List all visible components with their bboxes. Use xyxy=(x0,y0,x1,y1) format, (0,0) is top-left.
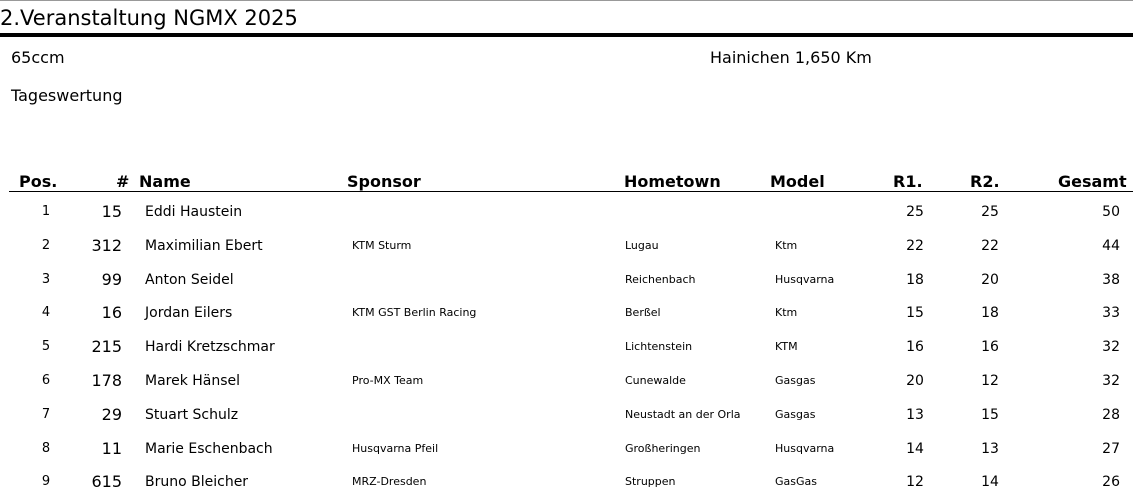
scoring-type: Tageswertung xyxy=(11,86,123,105)
cell-number: 215 xyxy=(91,337,122,357)
cell-pos: 3 xyxy=(41,271,51,287)
table-row xyxy=(0,330,1133,364)
cell-hometown: Struppen xyxy=(625,475,676,489)
cell-total: 28 xyxy=(1102,406,1120,423)
cell-r2: 22 xyxy=(981,237,999,254)
cell-sponsor: Pro-MX Team xyxy=(352,373,424,387)
cell-pos: 6 xyxy=(41,372,51,388)
cell-model: Husqvarna xyxy=(775,272,835,286)
table-row xyxy=(0,195,1133,229)
cell-total: 50 xyxy=(1102,204,1120,220)
cell-r1: 20 xyxy=(906,372,924,389)
page-title: 2.Veranstaltung NGMX 2025 xyxy=(0,6,298,30)
cell-hometown: Großheringen xyxy=(625,441,701,455)
cell-model: Ktm xyxy=(775,306,798,320)
cell-hometown: Cunewalde xyxy=(625,373,686,387)
cell-sponsor: KTM Sturm xyxy=(352,238,412,252)
table-row xyxy=(0,364,1133,398)
cell-model: Husqvarna xyxy=(775,441,835,455)
table-row xyxy=(0,229,1133,263)
top-border xyxy=(0,0,1133,1)
cell-pos: 5 xyxy=(41,339,51,355)
cell-r2: 20 xyxy=(981,271,999,288)
cell-number: 99 xyxy=(101,269,122,289)
cell-hometown: Neustadt an der Orla xyxy=(625,407,741,421)
cell-sponsor: KTM GST Berlin Racing xyxy=(352,306,477,320)
cell-r1: 22 xyxy=(906,237,924,254)
cell-name: Jordan Eilers xyxy=(145,305,233,322)
cell-hometown: Berßel xyxy=(625,306,661,320)
cell-model: Gasgas xyxy=(775,407,816,421)
cell-hometown: Lugau xyxy=(625,238,659,252)
table-row xyxy=(0,296,1133,330)
cell-total: 32 xyxy=(1102,372,1120,389)
cell-model: Ktm xyxy=(775,238,798,252)
header-model: Model xyxy=(770,172,825,191)
cell-total: 33 xyxy=(1102,305,1120,322)
cell-r2: 25 xyxy=(981,204,999,220)
table-row xyxy=(0,263,1133,297)
cell-pos: 1 xyxy=(41,204,51,219)
cell-r1: 18 xyxy=(906,271,924,288)
header-divider xyxy=(9,191,1133,192)
cell-name: Bruno Bleicher xyxy=(145,474,249,491)
cell-hometown: Lichtenstein xyxy=(625,340,693,354)
cell-number: 29 xyxy=(101,404,122,424)
cell-sponsor: Husqvarna Pfeil xyxy=(352,441,439,455)
cell-r2: 18 xyxy=(981,305,999,322)
cell-r1: 16 xyxy=(906,339,924,356)
header-hometown: Hometown xyxy=(624,172,721,191)
cell-pos: 2 xyxy=(41,237,51,253)
race-class: 65ccm xyxy=(11,48,65,67)
cell-number: 312 xyxy=(91,235,122,255)
cell-name: Eddi Haustein xyxy=(145,204,243,220)
cell-name: Hardi Kretzschmar xyxy=(145,339,275,356)
cell-pos: 4 xyxy=(41,305,51,321)
cell-number: 178 xyxy=(91,370,122,390)
table-row xyxy=(0,398,1133,432)
header-r1: R1. xyxy=(893,172,923,191)
table-row xyxy=(0,432,1133,466)
header-name: Name xyxy=(139,172,191,191)
venue-info: Hainichen 1,650 Km xyxy=(710,48,872,67)
cell-total: 26 xyxy=(1102,474,1120,491)
cell-pos: 8 xyxy=(41,440,51,456)
cell-name: Anton Seidel xyxy=(145,271,234,288)
cell-model: Gasgas xyxy=(775,373,816,387)
cell-r2: 16 xyxy=(981,339,999,356)
cell-name: Marek Hänsel xyxy=(145,372,241,389)
cell-total: 38 xyxy=(1102,271,1120,288)
table-row xyxy=(0,465,1133,499)
cell-number: 16 xyxy=(101,303,122,323)
cell-r1: 15 xyxy=(906,305,924,322)
cell-model: KTM xyxy=(775,340,798,354)
cell-total: 44 xyxy=(1102,237,1120,254)
cell-r2: 13 xyxy=(981,440,999,457)
header-number: # xyxy=(116,172,130,191)
cell-number: 11 xyxy=(101,438,122,458)
cell-total: 27 xyxy=(1102,440,1120,457)
title-divider xyxy=(0,33,1133,37)
cell-r1: 14 xyxy=(906,440,924,457)
cell-name: Stuart Schulz xyxy=(145,406,239,423)
cell-number: 15 xyxy=(101,202,122,221)
cell-name: Maximilian Ebert xyxy=(145,237,263,254)
cell-hometown: Reichenbach xyxy=(625,272,696,286)
cell-r2: 14 xyxy=(981,474,999,491)
cell-model: GasGas xyxy=(775,475,817,489)
cell-r1: 13 xyxy=(906,406,924,423)
cell-total: 32 xyxy=(1102,339,1120,356)
cell-r2: 15 xyxy=(981,406,999,423)
header-pos: Pos. xyxy=(19,172,58,191)
cell-name: Marie Eschenbach xyxy=(145,440,273,457)
header-r2: R2. xyxy=(970,172,1000,191)
cell-r2: 12 xyxy=(981,372,999,389)
cell-r1: 25 xyxy=(906,204,924,220)
cell-r1: 12 xyxy=(906,474,924,491)
cell-number: 615 xyxy=(91,472,122,492)
header-total: Gesamt xyxy=(1058,172,1127,191)
cell-pos: 7 xyxy=(41,406,51,422)
cell-pos: 9 xyxy=(41,474,51,490)
header-sponsor: Sponsor xyxy=(347,172,421,191)
cell-sponsor: MRZ-Dresden xyxy=(352,475,427,489)
results-table xyxy=(0,195,1133,499)
